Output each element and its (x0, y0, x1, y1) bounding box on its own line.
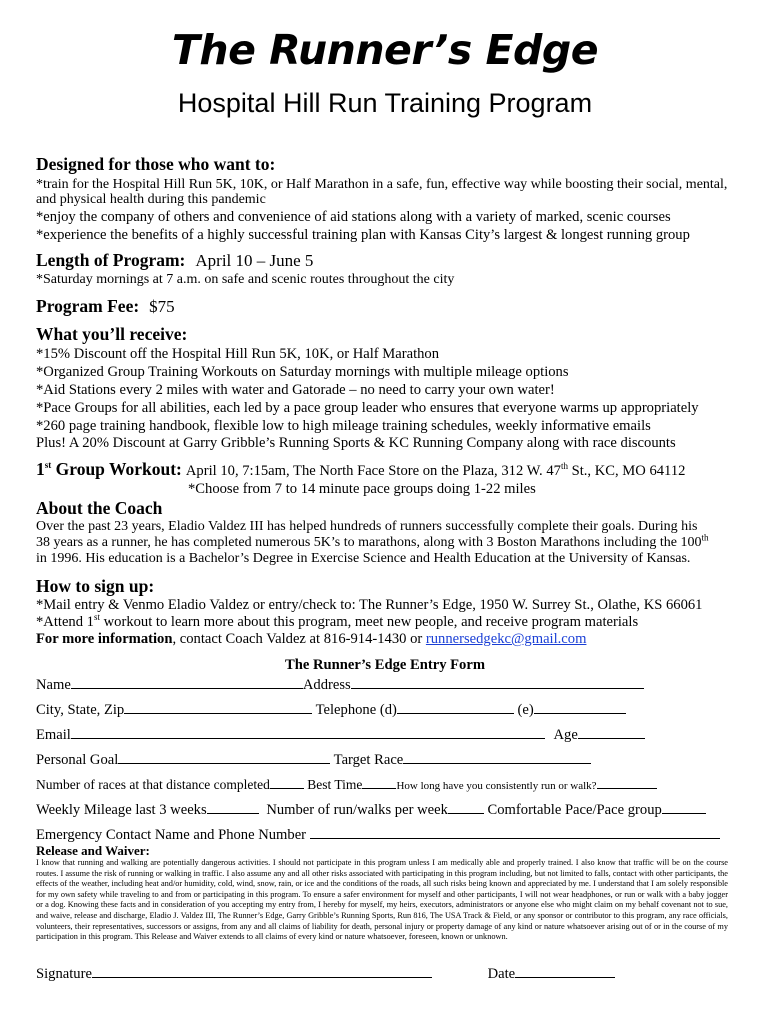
receive-item: *Aid Stations every 2 miles with water and Gatorade – no need to carry your own water! (36, 382, 555, 398)
page-subtitle: Hospital Hill Run Training Program (177, 88, 593, 118)
date-field[interactable] (515, 965, 615, 978)
coach-line-3: in 1996. His education is a Bachelor’s Degree in Exercise Science and Health Education at the University of Kansas. (36, 551, 691, 566)
designed-line-1: *train for the Hospital Hill Run 5K, 10K, or Half Marathon in a safe, fun, effective way while boosting their social, mental, (36, 177, 728, 192)
receive-item: *260 page training handbook, flexible low to high mileage training schedules, weekly informative emails (36, 418, 651, 434)
target-race-field[interactable] (403, 751, 591, 764)
personal-goal-field[interactable] (118, 751, 330, 764)
receive-heading: What you’ll receive: (36, 324, 188, 344)
more-info-line: For more information, contact Coach Valdez at 816-914-1430 or runnersedgekc@gmail.com (36, 631, 587, 647)
age-field[interactable] (578, 726, 645, 739)
signup-heading: How to sign up: (36, 576, 155, 596)
workout-detail: April 10, 7:15am, The North Face Store on the Plaza, 312 W. 47th St., KC, MO 64112 (185, 461, 686, 479)
city-row: City, State, Zip Telephone (d) (e) (36, 701, 626, 719)
length-heading: Length of Program: (36, 250, 186, 270)
signup-line-2: *Attend 1st workout to learn more about this program, meet new people, and receive program materials (36, 612, 639, 630)
city-state-zip-field[interactable] (124, 701, 312, 714)
receive-item: *15% Discount off the Hospital Hill Run 5K, 10K, or Half Marathon (36, 346, 440, 362)
signature-row: Signature Date (36, 965, 615, 983)
receive-item: Plus! A 20% Discount at Garry Gribble’s Running Sports & KC Running Company along with race discounts (36, 435, 676, 451)
waiver-text: I know that running and walking are potentially dangerous activities. I should not participate in this program unless I am medically able and properly trained. I also know that traffic will be on the course routes. I assume the risk of running or walking in traffic. I also assume any and all other risks associated with participating in this program including, but not limited to falls, contact with other participants, the effects of the weather, including heat and/or humidity, cold, wind, snow, rain, or ice and the conditions of the roads, all such risks being known and appreciated by me. I understand that I am solely responsible for my own safety while traveling to and from or participating in this program. To ensure a safer environment for myself and other participants, I will not wear headphones, or run or walk with a baby jogger or a dog. Knowing these facts and in consideration of you accepting my entry from, I hereby for myself, my heirs, executors, administrators or anyone else who might claim on my behalf covenant not to sue, and waive, release and discharge, Eladio J. Valdez III, The Runner’s Edge, Garry Gribble’s Running Sports, Run 816, The USA Track & Field, or any sponsor or contributor to this program, any race officials, volunteers, their representatives, successors or assigns, from any and all claims of liability for death, personal injury or property damage of any kind or nature whatsoever arising out of or in the course of my participation in this program. This Release and Waiver extends to all claims of every kind or nature whatsoever, foreseen, known or unknown. (36, 858, 728, 942)
runs-per-week-field[interactable] (448, 801, 484, 814)
receive-item: *Organized Group Training Workouts on Saturday mornings with multiple mileage options (36, 364, 569, 380)
designed-line-4: *experience the benefits of a highly successful training plan with Kansas City’s largest & longest running group (36, 227, 690, 243)
length-value: April 10 – June 5 (195, 251, 314, 270)
pace-group-field[interactable] (662, 801, 706, 814)
coach-heading: About the Coach (36, 498, 163, 518)
receive-item: *Pace Groups for all abilities, each led by a pace group leader who ensures that everyone warms up appropriately (36, 400, 699, 416)
how-long-field[interactable] (597, 776, 657, 789)
email-field[interactable] (71, 726, 545, 739)
name-row: Name Address (36, 676, 644, 694)
signature-field[interactable] (92, 965, 432, 978)
weekly-mileage-field[interactable] (207, 801, 259, 814)
designed-heading: Designed for those who want to: (36, 154, 276, 174)
goal-row: Personal Goal Target Race (36, 751, 591, 769)
telephone-day-field[interactable] (397, 701, 514, 714)
workout-row (36, 459, 685, 480)
email-row: Email Age (36, 726, 645, 744)
emergency-row: Emergency Contact Name and Phone Number (36, 826, 720, 844)
workout-note: *Choose from 7 to 14 minute pace groups doing 1-22 miles (188, 481, 536, 497)
workout-heading: 1st Group Workout: (36, 459, 182, 479)
address-field[interactable] (351, 676, 644, 689)
fee-heading: Program Fee: (36, 296, 140, 316)
telephone-evening-field[interactable] (534, 701, 626, 714)
coach-line-1: Over the past 23 years, Eladio Valdez III has helped hundreds of runners successfully complete their goals. During his (36, 519, 698, 534)
emergency-contact-field[interactable] (310, 826, 720, 839)
fee-row (36, 296, 175, 317)
signup-line-1: *Mail entry & Venmo Eladio Valdez or entry/check to: The Runner’s Edge, 1950 W. Surrey St., Olathe, KS 66061 (36, 597, 703, 613)
races-completed-field[interactable] (270, 776, 304, 789)
fee-value: $75 (149, 297, 175, 316)
best-time-field[interactable] (362, 776, 396, 789)
email-link[interactable]: runnersedgekc@gmail.com (425, 631, 587, 647)
name-field[interactable] (71, 676, 303, 689)
designed-line-3: *enjoy the company of others and convenience of aid stations along with a variety of marked, scenic courses (36, 209, 671, 225)
coach-line-2: 38 years as a runner, he has completed numerous 5K’s to marathons, along with 3 Boston Marathons including the 100th (36, 532, 709, 550)
length-note: *Saturday mornings at 7 a.m. on safe and scenic routes throughout the city (36, 272, 455, 287)
races-row: Number of races at that distance completed Best Time How long have you consistently run or walk? (36, 776, 657, 793)
length-row (36, 250, 313, 271)
release-heading: Release and Waiver: (36, 843, 150, 858)
weekly-row: Weekly Mileage last 3 weeks Number of run/walks per week Comfortable Pace/Pace group (36, 801, 706, 819)
entry-form-title: The Runner’s Edge Entry Form (285, 657, 485, 673)
designed-line-2: and physical health during this pandemic (36, 192, 266, 207)
page-title: The Runner’s Edge (171, 26, 599, 74)
